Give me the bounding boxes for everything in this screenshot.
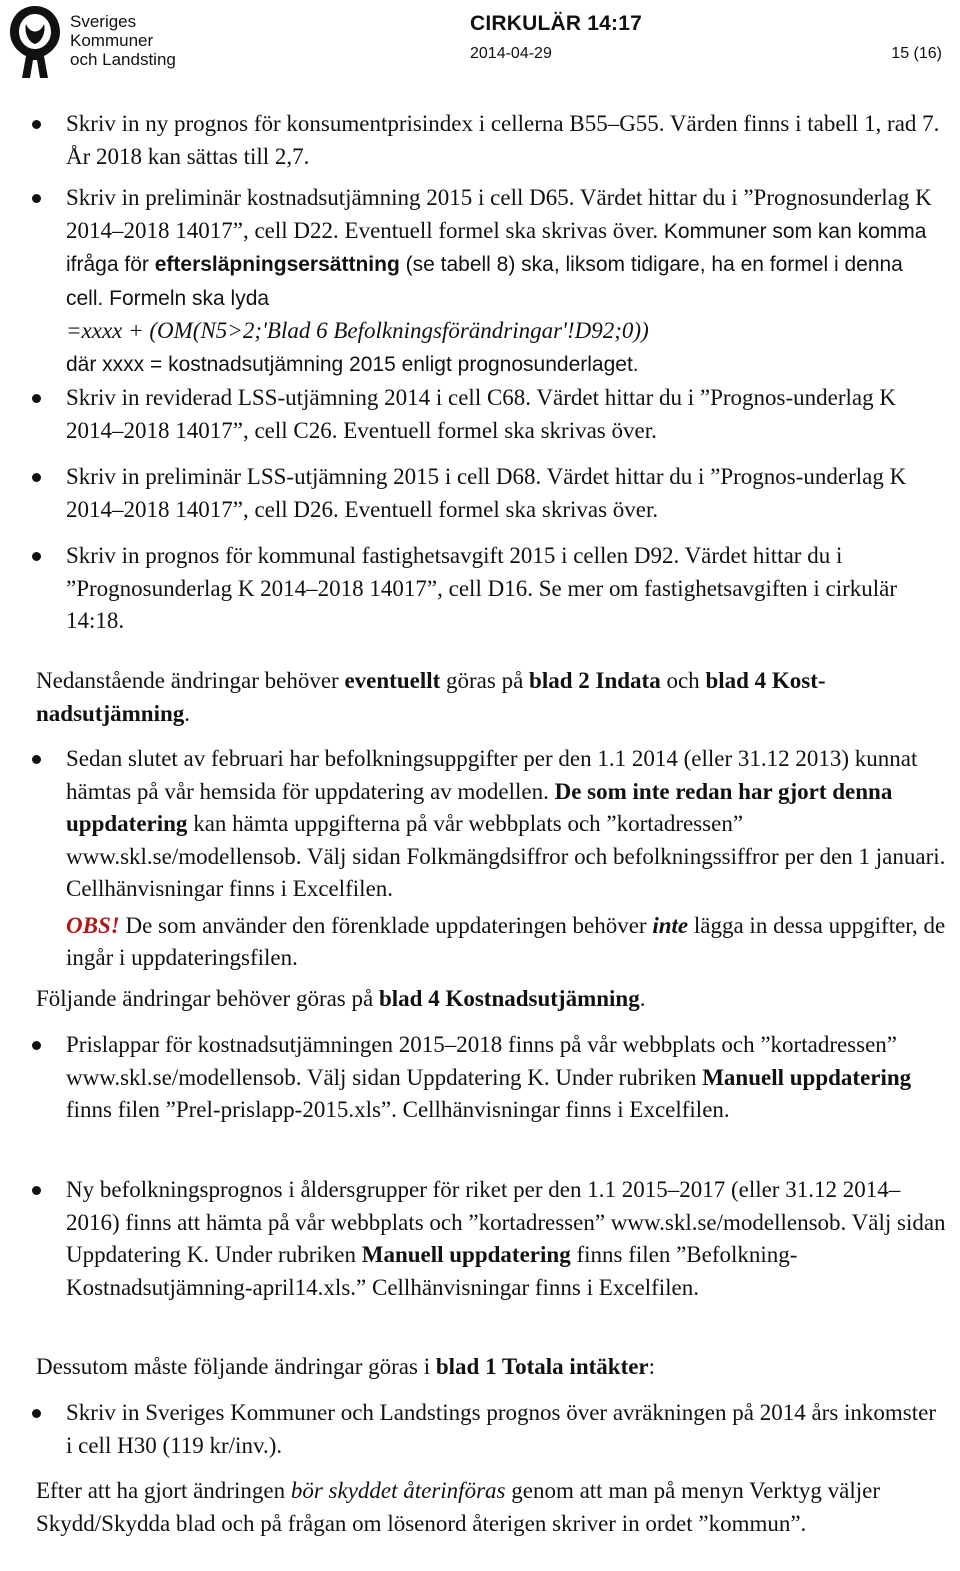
paragraph-text: göras på bbox=[440, 668, 530, 693]
paragraph-text: Nedanstående ändringar behöver bbox=[36, 668, 345, 693]
bold-term: Manuell uppdatering bbox=[702, 1064, 912, 1090]
obs-note bbox=[66, 910, 946, 975]
paragraph-text: Följande ändringar behöver göras på bbox=[36, 986, 379, 1011]
list-item bbox=[66, 182, 946, 381]
paragraph-text: . bbox=[184, 700, 191, 726]
bold-term: blad 4 Kost-nadsutjämning bbox=[36, 668, 826, 726]
list-item-text: Sedan slutet av februari har befolkningsuppgifter per den 1.1 2014 (eller 31.12 2013) kunnat hämtas på vår hemsida för uppdatering av modellen. bbox=[66, 746, 918, 804]
paragraph-text: . bbox=[639, 986, 646, 1011]
list-item-text: Ny befolkningsprognos i åldersgrupper för riket per den 1.1 2015–2017 (eller 31.12 2014–2016) finns att hämta på vår webbplats och ”kortadressen” www.skl.se/modellensob. Välj sidan Uppdatering K. Under rubriken bbox=[66, 1177, 946, 1267]
document-date: 2014-04-29 bbox=[470, 45, 552, 62]
list-item-text: Skriv in reviderad LSS-utjämning 2014 i cell C68. Värdet hittar du i ”Prognos-underlag K 2014–2018 14017”, cell C26. Eventuell formel ska skrivas över. bbox=[66, 385, 896, 443]
list-item-text: finns filen ”Prel-prislapp-2015.xls”. Cellhänvisningar finns i Excelfilen. bbox=[66, 1097, 730, 1122]
bold-term: blad 1 Totala intäkter bbox=[435, 1354, 649, 1379]
list-item-text: (se tabell 8) ska, liksom tidigare, ha en formel i denna cell. Formeln ska lyda bbox=[66, 253, 903, 310]
list-item bbox=[66, 1029, 946, 1127]
paragraph bbox=[36, 1351, 946, 1384]
list-item-text: Skriv in Sveriges Kommuner och Landstings prognos över avräkningen på 2014 års inkomster i cell H30 (119 kr/inv.). bbox=[66, 1400, 937, 1458]
paragraph-text: Efter att ha gjort ändringen bbox=[36, 1478, 291, 1503]
bullet-icon bbox=[32, 1041, 41, 1050]
bold-term: Manuell uppdatering bbox=[361, 1242, 571, 1267]
list-item-text: Skriv in preliminär kostnadsutjämning 2015 i cell D65. Värdet hittar du i ”Prognosunderlag K 2014–2018 14017”, cell D22. Eventuell formel ska skrivas över. bbox=[66, 185, 932, 243]
paragraph-text: Dessutom måste följande ändringar göras i bbox=[36, 1354, 436, 1379]
paragraph bbox=[36, 983, 946, 1016]
list-item bbox=[66, 461, 946, 526]
list-item-text: Prislappar för kostnadsutjämningen 2015–2018 finns på vår webbplats och ”kortadressen” www.skl.se/modellensob. Välj sidan Uppdatering K. Under rubriken bbox=[66, 1032, 897, 1090]
bullet-icon bbox=[32, 394, 41, 403]
list-item bbox=[66, 743, 946, 975]
organization-name bbox=[70, 12, 176, 69]
list-item-text: lägga in dessa uppgifter, de ingår i uppdateringsfilen. bbox=[66, 912, 946, 970]
bold-term: De som inte redan har gjort denna uppdatering bbox=[66, 778, 893, 836]
list-item-text: De som använder den förenklade uppdateringen behöver bbox=[119, 912, 653, 938]
paragraph bbox=[36, 1475, 946, 1540]
paragraph-text: genom att man på menyn Verktyg väljer Skydd/Skydda blad och på frågan om lösenord återigen skriver in ordet ”kommun”. bbox=[36, 1478, 880, 1536]
bullet-icon bbox=[32, 1409, 41, 1418]
list-item bbox=[66, 1397, 946, 1462]
list-item-text: kan hämta uppgifterna på vår webbplats och ”kortadressen” www.skl.se/modellensob. Välj sidan Folkmängdsiffror och befolkningssiffror per den 1 januari. Cellhänvisningar finns i Excelfilen. bbox=[66, 811, 946, 901]
bullet-icon bbox=[32, 755, 41, 764]
list-item bbox=[66, 382, 946, 447]
list-item bbox=[66, 108, 946, 173]
bold-term: eftersläpningsersättning bbox=[154, 253, 400, 276]
paragraph bbox=[36, 665, 946, 730]
skl-logo-icon bbox=[4, 4, 66, 80]
bold-term: blad 2 Indata bbox=[529, 668, 661, 693]
bold-term: eventuellt bbox=[344, 668, 441, 693]
bullet-icon bbox=[32, 120, 41, 129]
org-line-2: Kommuner bbox=[70, 31, 154, 50]
list-item-text: där xxxx = kostnadsutjämning 2015 enligt prognosunderlaget. bbox=[66, 352, 639, 376]
list-item-text: finns filen ”Befolkning-Kostnadsutjämning-april14.xls.” Cellhänvisningar finns i Excelfilen. bbox=[66, 1242, 798, 1300]
page-header bbox=[0, 0, 960, 90]
org-line-3: och Landsting bbox=[70, 50, 176, 69]
formula-text: =xxxx + (OM(N5>2;'Blad 6 Befolkningsförändringar'!D92;0)) bbox=[66, 318, 649, 343]
list-item bbox=[66, 540, 946, 638]
list-item bbox=[66, 1174, 946, 1304]
list-item-text: Skriv in ny prognos för konsumentprisindex i cellerna B55–G55. Värden finns i tabell 1, rad 7. År 2018 kan sättas till 2,7. bbox=[66, 111, 940, 169]
paragraph-text: och bbox=[660, 668, 706, 693]
page-number: 15 (16) bbox=[891, 45, 942, 62]
list-item-text: Skriv in prognos för kommunal fastighetsavgift 2015 i cellen D92. Värdet hittar du i ”Prognosunderlag K 2014–2018 14017”, cell D16. Se mer om fastighetsavgiften i cirkulär 14:18. bbox=[66, 543, 898, 633]
emphasis-term: inte bbox=[652, 912, 689, 938]
bullet-icon bbox=[32, 1186, 41, 1195]
bold-term: blad 4 Kostnadsutjämning bbox=[378, 986, 640, 1011]
bullet-icon bbox=[32, 194, 41, 203]
paragraph-text: : bbox=[648, 1354, 656, 1379]
obs-label: OBS! bbox=[66, 912, 120, 938]
list-item-text: Kommuner som kan komma ifråga för bbox=[66, 219, 927, 276]
bullet-icon bbox=[32, 552, 41, 561]
bullet-icon bbox=[32, 473, 41, 482]
document-title: CIRKULÄR 14:17 bbox=[470, 12, 642, 35]
org-line-1: Sveriges bbox=[70, 12, 137, 31]
emphasis-term: bör skyddet återinföras bbox=[290, 1478, 506, 1503]
list-item-text: Skriv in preliminär LSS-utjämning 2015 i cell D68. Värdet hittar du i ”Prognos-underlag K 2014–2018 14017”, cell D26. Eventuell formel ska skrivas över. bbox=[66, 464, 907, 522]
